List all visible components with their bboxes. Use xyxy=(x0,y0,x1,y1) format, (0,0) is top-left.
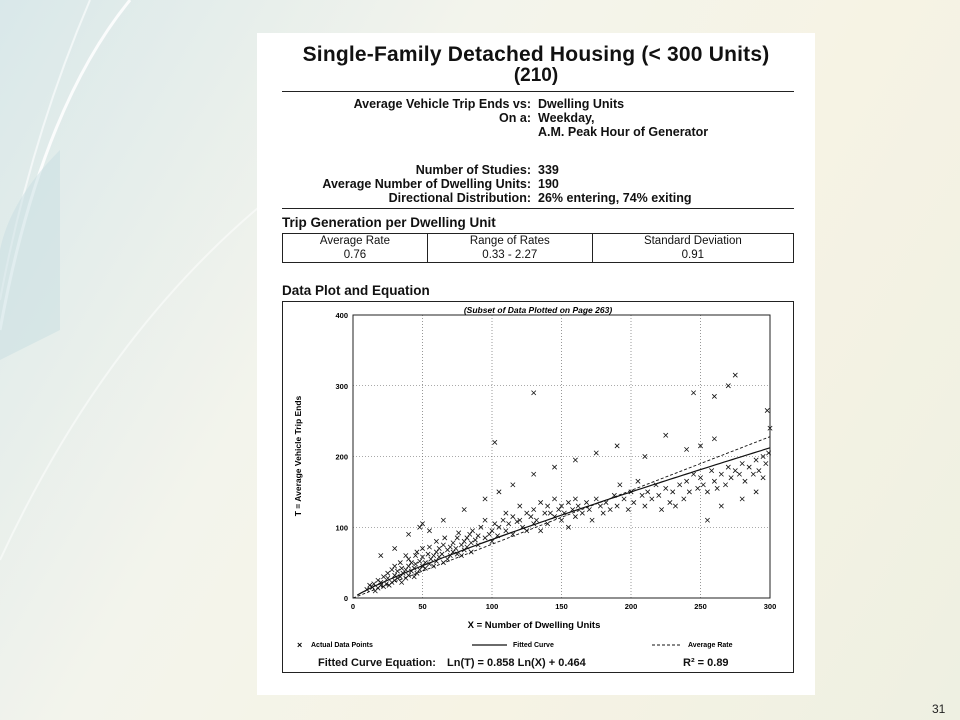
x-tick-label: 200 xyxy=(624,602,638,611)
data-point xyxy=(476,534,480,538)
rates-table xyxy=(282,233,794,263)
data-point xyxy=(594,451,598,455)
x-tick-label: 0 xyxy=(350,602,356,611)
y-tick-label: 100 xyxy=(335,523,348,533)
data-point xyxy=(643,504,647,508)
data-point xyxy=(601,511,605,515)
data-point xyxy=(525,529,529,533)
data-point xyxy=(518,504,522,508)
data-point xyxy=(418,559,422,563)
data-point xyxy=(437,546,441,550)
rates-value-average: 0.76 xyxy=(283,248,428,263)
fitted-curve-line xyxy=(357,448,770,595)
data-point xyxy=(469,550,473,554)
x-tick-label: 100 xyxy=(485,602,499,611)
data-point xyxy=(406,532,410,536)
data-point xyxy=(715,486,719,490)
data-point xyxy=(684,447,688,451)
data-point xyxy=(696,486,700,490)
data-point xyxy=(664,433,668,437)
data-point xyxy=(650,497,654,501)
data-point xyxy=(737,472,741,476)
versus-label: Average Vehicle Trip Ends vs: xyxy=(353,97,531,111)
data-point xyxy=(406,564,410,568)
y-axis-label: T = Average Vehicle Trip Ends xyxy=(293,395,303,517)
data-point xyxy=(406,573,410,577)
data-point xyxy=(719,472,723,476)
data-point xyxy=(682,497,686,501)
data-point xyxy=(426,552,430,556)
chart-title: (Subset of Data Plotted on Page 263) xyxy=(463,305,613,315)
data-point xyxy=(751,472,755,476)
plot-section-title: Data Plot and Equation xyxy=(282,283,430,298)
data-point xyxy=(705,518,709,522)
data-point xyxy=(390,580,394,584)
y-tick-label: 200 xyxy=(335,452,348,462)
data-point xyxy=(497,490,501,494)
data-point xyxy=(604,500,608,504)
data-point xyxy=(747,465,751,469)
data-point xyxy=(511,514,515,518)
data-points xyxy=(365,373,773,593)
data-point xyxy=(538,500,542,504)
data-point xyxy=(406,557,410,561)
data-point xyxy=(615,504,619,508)
data-point xyxy=(504,529,508,533)
data-point xyxy=(455,536,459,540)
data-point xyxy=(709,468,713,472)
data-point xyxy=(418,525,422,529)
avg-units-label: Average Number of Dwelling Units: xyxy=(322,177,531,191)
land-use-code: (210) xyxy=(513,65,559,86)
data-point xyxy=(659,507,663,511)
data-point xyxy=(573,497,577,501)
legend-label-points: Actual Data Points xyxy=(311,642,373,649)
data-point xyxy=(483,536,487,540)
rates-header-range: Range of Rates xyxy=(427,234,592,249)
data-point xyxy=(525,511,529,515)
data-point xyxy=(390,568,394,572)
data-point xyxy=(764,461,768,465)
data-point xyxy=(552,465,556,469)
data-point xyxy=(413,553,417,557)
data-point xyxy=(723,483,727,487)
data-point xyxy=(376,578,380,582)
data-point xyxy=(429,557,433,561)
data-point xyxy=(393,546,397,550)
data-point xyxy=(493,522,497,526)
legend-label-fitted: Fitted Curve xyxy=(513,642,554,649)
data-point xyxy=(386,571,390,575)
data-point xyxy=(733,468,737,472)
report-page xyxy=(257,33,815,695)
data-point xyxy=(757,468,761,472)
page-title: Single-Family Detached Housing (< 300 Units) xyxy=(302,43,770,66)
data-point xyxy=(664,486,668,490)
data-point xyxy=(538,529,542,533)
data-point xyxy=(440,552,444,556)
data-point xyxy=(636,479,640,483)
data-point xyxy=(673,504,677,508)
data-point xyxy=(427,545,431,549)
studies-label: Number of Studies: xyxy=(415,163,531,177)
data-point xyxy=(372,582,376,586)
data-point xyxy=(587,507,591,511)
y-tick-label: 400 xyxy=(335,311,348,320)
data-point xyxy=(490,529,494,533)
data-point xyxy=(412,575,416,579)
data-point xyxy=(506,522,510,526)
data-point xyxy=(705,490,709,494)
data-point xyxy=(473,538,477,542)
data-point xyxy=(434,550,438,554)
data-point xyxy=(622,497,626,501)
data-point xyxy=(615,444,619,448)
data-point xyxy=(443,536,447,540)
axis-ticks xyxy=(335,311,776,611)
data-point xyxy=(504,511,508,515)
fitted-equation: Ln(T) = 0.858 Ln(X) + 0.464 xyxy=(447,657,586,669)
rates-section-title: Trip Generation per Dwelling Unit xyxy=(282,215,496,230)
avg-units-value: 190 xyxy=(538,177,559,191)
data-point xyxy=(404,568,408,572)
data-point xyxy=(729,476,733,480)
divider xyxy=(282,91,794,92)
data-point xyxy=(608,507,612,511)
data-point xyxy=(501,518,505,522)
data-point xyxy=(687,490,691,494)
data-point xyxy=(483,497,487,501)
data-point xyxy=(733,373,737,377)
direction-value: 26% entering, 74% exiting xyxy=(538,191,692,205)
data-point xyxy=(740,461,744,465)
data-point xyxy=(431,564,435,568)
data-point xyxy=(671,490,675,494)
data-point xyxy=(393,564,397,568)
data-point xyxy=(441,560,445,564)
data-point xyxy=(448,545,452,549)
data-point xyxy=(684,479,688,483)
scatter-chart xyxy=(282,301,794,673)
data-point xyxy=(765,408,769,412)
data-point xyxy=(712,437,716,441)
data-point xyxy=(573,514,577,518)
legend-label-average: Average Rate xyxy=(688,642,733,649)
data-point xyxy=(465,536,469,540)
page-number: 31 xyxy=(932,702,946,716)
data-point xyxy=(698,476,702,480)
data-point xyxy=(456,531,460,535)
data-point xyxy=(532,507,536,511)
data-point xyxy=(418,568,422,572)
data-point xyxy=(398,560,402,564)
data-point xyxy=(643,454,647,458)
data-point xyxy=(404,553,408,557)
data-point xyxy=(632,500,636,504)
data-point xyxy=(532,391,536,395)
data-point xyxy=(754,490,758,494)
data-point xyxy=(511,483,515,487)
x-tick-label: 150 xyxy=(555,602,568,611)
data-point xyxy=(576,504,580,508)
x-tick-label: 50 xyxy=(418,602,427,611)
data-point xyxy=(431,553,435,557)
data-point xyxy=(454,546,458,550)
on-value-1: Weekday, xyxy=(538,111,595,125)
data-point xyxy=(468,532,472,536)
data-point xyxy=(445,557,449,561)
data-point xyxy=(590,518,594,522)
data-point xyxy=(427,529,431,533)
y-tick-label: 0 xyxy=(343,594,348,603)
data-point xyxy=(493,440,497,444)
rates-header-stddev: Standard Deviation xyxy=(592,234,793,249)
data-point xyxy=(399,566,403,570)
data-point xyxy=(469,541,473,545)
data-point xyxy=(618,483,622,487)
rates-value-stddev: 0.91 xyxy=(592,248,793,263)
data-point xyxy=(726,384,730,388)
data-point xyxy=(580,511,584,515)
data-point xyxy=(626,507,630,511)
data-point xyxy=(451,541,455,545)
data-point xyxy=(668,500,672,504)
rates-value-range: 0.33 - 2.27 xyxy=(427,248,592,263)
data-point xyxy=(552,497,556,501)
data-point xyxy=(594,497,598,501)
data-point xyxy=(677,483,681,487)
data-point xyxy=(691,391,695,395)
data-point xyxy=(441,518,445,522)
data-point xyxy=(367,583,371,587)
data-point xyxy=(462,539,466,543)
on-value-2: A.M. Peak Hour of Generator xyxy=(538,125,709,139)
data-point xyxy=(534,518,538,522)
data-point xyxy=(379,553,383,557)
data-point xyxy=(645,490,649,494)
equation-label: Fitted Curve Equation: xyxy=(318,657,436,669)
data-point xyxy=(559,518,563,522)
data-point xyxy=(719,504,723,508)
data-point xyxy=(598,504,602,508)
data-point xyxy=(548,511,552,515)
data-point xyxy=(441,543,445,547)
data-point xyxy=(557,507,561,511)
rates-header-average: Average Rate xyxy=(283,234,428,249)
data-point xyxy=(487,532,491,536)
data-point xyxy=(462,507,466,511)
data-point xyxy=(657,493,661,497)
data-point xyxy=(573,458,577,462)
direction-label: Directional Distribution: xyxy=(388,191,531,205)
data-point xyxy=(754,458,758,462)
data-point xyxy=(712,394,716,398)
divider xyxy=(282,208,794,209)
data-point xyxy=(532,472,536,476)
data-point xyxy=(566,500,570,504)
x-tick-label: 300 xyxy=(763,602,777,611)
data-point xyxy=(434,539,438,543)
on-label: On a: xyxy=(499,111,531,125)
legend-marker-x-icon: × xyxy=(297,640,303,650)
r-squared: R² = 0.89 xyxy=(683,657,729,669)
data-point xyxy=(701,483,705,487)
data-point xyxy=(640,493,644,497)
data-point xyxy=(691,472,695,476)
data-point xyxy=(740,497,744,501)
versus-value: Dwelling Units xyxy=(538,97,625,111)
data-point xyxy=(415,550,419,554)
data-point xyxy=(761,476,765,480)
data-point xyxy=(399,580,403,584)
studies-value: 339 xyxy=(538,163,559,177)
data-point xyxy=(415,571,419,575)
data-point xyxy=(413,562,417,566)
data-point xyxy=(584,500,588,504)
data-point xyxy=(529,514,533,518)
data-point xyxy=(543,511,547,515)
data-point xyxy=(470,529,474,533)
data-point xyxy=(545,504,549,508)
x-axis-label: X = Number of Dwelling Units xyxy=(467,620,601,631)
data-point xyxy=(459,543,463,547)
y-tick-label: 300 xyxy=(335,381,348,391)
data-point xyxy=(726,465,730,469)
data-point xyxy=(712,479,716,483)
data-point xyxy=(393,578,397,582)
data-point xyxy=(381,575,385,579)
data-point xyxy=(409,560,413,564)
data-point xyxy=(483,518,487,522)
x-tick-label: 250 xyxy=(694,602,707,611)
data-point xyxy=(395,569,399,573)
fitted-curve-group xyxy=(357,448,770,595)
data-point xyxy=(743,479,747,483)
